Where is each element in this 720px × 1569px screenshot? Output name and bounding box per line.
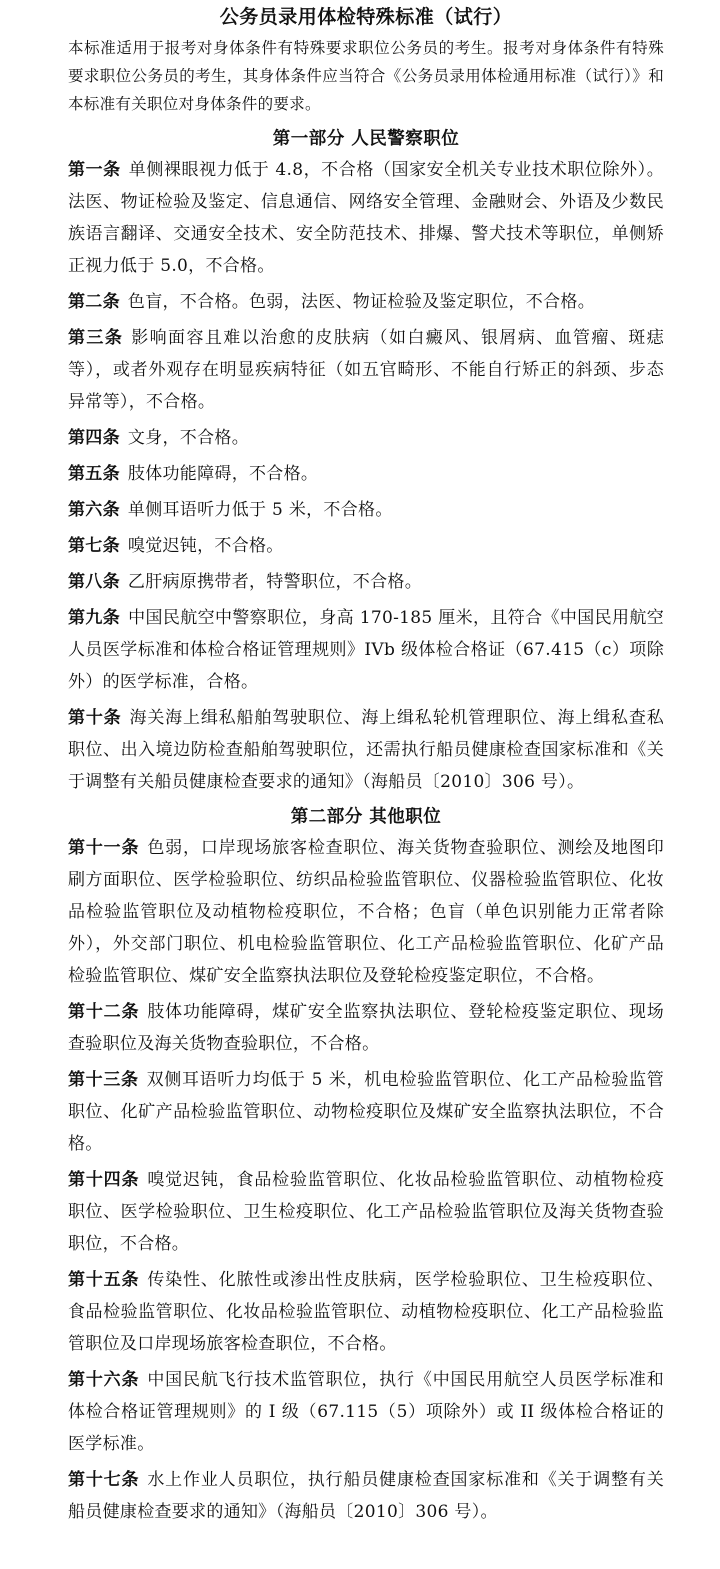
article-text: 嗅觉迟钝，不合格。 [127, 536, 284, 556]
article-text: 水上作业人员职位，执行船员健康检查国家标准和《关于调整有关船员健康检查要求的通知》（海船员〔2010〕306 号）。 [68, 1470, 664, 1522]
document-title: 公务员录用体检特殊标准（试行） [219, 6, 513, 28]
intro-paragraph: 本标准适用于报考对身体条件有特殊要求职位公务员的考生。报考对身体条件有特殊要求职位公务员的考生，其身体条件应当符合《公务员录用体检通用标准（试行）》和本标准有关职位对身体条件的要求。 [68, 39, 664, 113]
article-text: 色盲，不合格。色弱，法医、物证检验及鉴定职位，不合格。 [127, 292, 596, 312]
article-number: 第十四条 [68, 1170, 140, 1190]
article-number: 第十七条 [68, 1470, 140, 1490]
article-number: 第十条 [68, 708, 122, 728]
article-paragraph [68, 996, 664, 1060]
article-paragraph [68, 1064, 664, 1160]
article-text: 文身，不合格。 [127, 428, 250, 448]
article-number: 第十二条 [68, 1002, 140, 1022]
article-paragraph [68, 494, 664, 526]
article-paragraph [68, 458, 664, 490]
article-number: 第一条 [68, 160, 121, 180]
article-paragraph [68, 602, 664, 698]
article-number: 第二条 [68, 292, 120, 312]
article-paragraph [68, 154, 664, 282]
article-number: 第九条 [68, 608, 121, 628]
article-text: 乙肝病原携带者，特警职位，不合格。 [127, 572, 423, 592]
article-paragraph [68, 1364, 664, 1460]
article-text: 海关海上缉私船舶驾驶职位、海上缉私轮机管理职位、海上缉私查私职位、出入境边防检查船舶驾驶职位，还需执行船员健康检查国家标准和《关于调整有关船员健康检查要求的通知》（海船员〔2010〕306 号）。 [68, 708, 665, 792]
article-number: 第六条 [68, 500, 120, 520]
article-number: 第十五条 [68, 1270, 140, 1290]
article-paragraph [68, 322, 664, 418]
article-number: 第三条 [68, 328, 124, 348]
article-text: 肢体功能障碍，煤矿安全监察执法职位、登轮检疫鉴定职位、现场查验职位及海关货物查验职位，不合格。 [68, 1002, 664, 1054]
article-number: 第四条 [68, 428, 120, 448]
article-paragraph [68, 832, 664, 992]
police-articles [68, 154, 664, 798]
article-text: 色弱，口岸现场旅客检查职位、海关货物查验职位、测绘及地图印刷方面职位、医学检验职位、纺织品检验监管职位、仪器检验监管职位、化妆品检验监管职位及动植物检疫职位，不合格；色盲（单色识别能力正常者除外），外交部门职位、机电检验监管职位、化工产品检验监管职位、化矿产品检验监管职位、煤矿安全监察执法职位及登轮检疫鉴定职位，不合格。 [68, 838, 664, 986]
article-text: 嗅觉迟钝，食品检验监管职位、化妆品检验监管职位、动植物检疫职位、医学检验职位、卫生检疫职位、化工产品检验监管职位及海关货物查验职位，不合格。 [68, 1170, 664, 1254]
article-paragraph [68, 1264, 664, 1360]
article-number: 第十六条 [68, 1370, 140, 1390]
article-paragraph [68, 422, 664, 454]
article-paragraph [68, 286, 664, 318]
article-text: 中国民航飞行技术监管职位，执行《中国民用航空人员医学标准和体检合格证管理规则》的 I 级（67.115（5）项除外）或 II 级体检合格证的医学标准。 [68, 1370, 664, 1454]
article-text: 中国民航空中警察职位，身高 170-185 厘米，且符合《中国民用航空人员医学标准和体检合格证管理规则》IVb 级体检合格证（67.415（c）项除外）的医学标准，合格。 [68, 608, 664, 692]
article-number: 第五条 [68, 464, 120, 484]
article-number: 第七条 [68, 536, 120, 556]
section-heading-other: 第二部分 其他职位 [290, 807, 442, 827]
section-heading-police: 第一部分 人民警察职位 [272, 129, 460, 149]
article-paragraph [68, 566, 664, 598]
article-text: 肢体功能障碍，不合格。 [127, 464, 319, 484]
article-number: 第十三条 [68, 1070, 139, 1090]
article-text: 双侧耳语听力均低于 5 米，机电检验监管职位、化工产品检验监管职位、化矿产品检验监管职位、动物检疫职位及煤矿安全监察执法职位，不合格。 [68, 1070, 664, 1154]
article-number: 第八条 [68, 572, 120, 592]
article-text: 影响面容且难以治愈的皮肤病（如白癜风、银屑病、血管瘤、斑痣等），或者外观存在明显疾病特征（如五官畸形、不能自行矫正的斜颈、步态异常等），不合格。 [68, 328, 664, 412]
article-paragraph [68, 1164, 664, 1260]
other-articles [68, 832, 664, 1528]
article-text: 传染性、化脓性或渗出性皮肤病，医学检验职位、卫生检疫职位、食品检验监管职位、化妆品检验监管职位、动植物检疫职位、化工产品检验监管职位及口岸现场旅客检查职位，不合格。 [68, 1270, 664, 1354]
article-paragraph [68, 530, 664, 562]
article-paragraph [68, 1464, 664, 1528]
article-number: 第十一条 [68, 838, 140, 858]
article-text: 单侧裸眼视力低于 4.8，不合格（国家安全机关专业技术职位除外）。法医、物证检验及鉴定、信息通信、网络安全管理、金融财会、外语及少数民族语言翻译、交通安全技术、安全防范技术、排爆、警犬技术等职位，单侧矫正视力低于 5.0，不合格。 [68, 160, 664, 276]
article-paragraph [68, 702, 664, 798]
article-text: 单侧耳语听力低于 5 米，不合格。 [127, 500, 393, 520]
